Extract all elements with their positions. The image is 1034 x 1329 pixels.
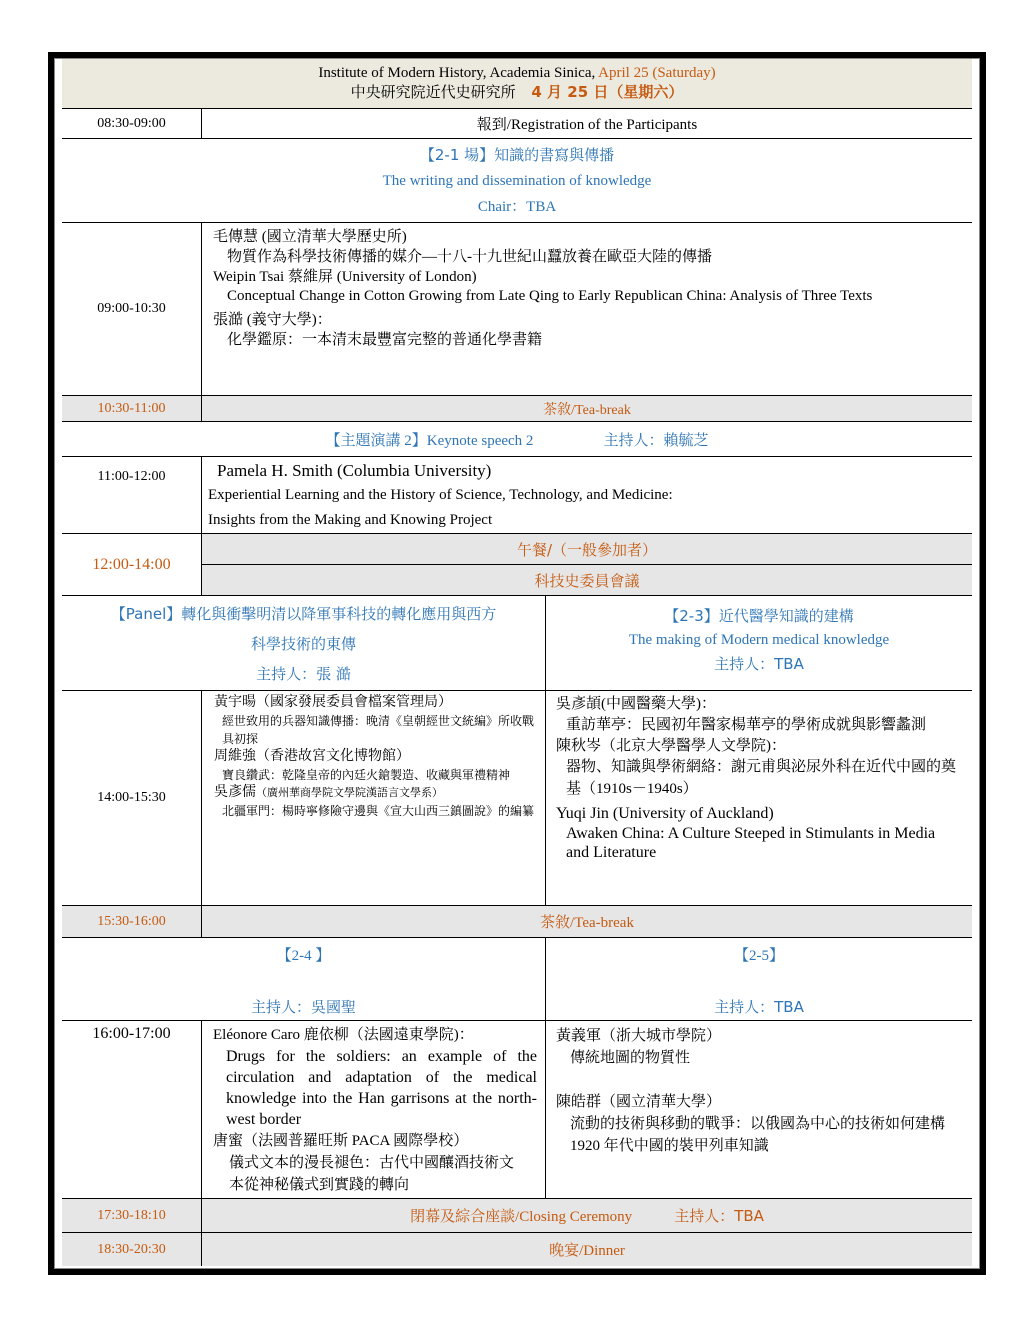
time-cell: 09:00-10:30 — [62, 223, 202, 395]
committee-meeting-label: 科技史委員會議 — [202, 565, 972, 595]
talk-list — [202, 223, 972, 395]
session-title-en: The writing and dissemination of knowledge — [382, 172, 652, 189]
session-chair: Chair：TBA — [477, 198, 557, 215]
closing-content — [202, 1199, 972, 1232]
talk-title: 化學鑑原：一本清末最豐富完整的普通化學書籍 — [227, 332, 543, 348]
keynote-speaker: Pamela H. Smith (Columbia University) — [217, 461, 492, 480]
talk-title: 儀式文本的漫長褪色：古代中國釀酒技術文本從神秘儀式到實踐的轉向 — [229, 1155, 515, 1193]
session-2-3-header — [545, 596, 972, 690]
dinner-label: 晚宴/Dinner — [549, 1243, 625, 1259]
session-2-1-header — [62, 139, 972, 223]
speaker: 黃宇暘（國家發展委員會檔案管理局） — [214, 695, 452, 710]
speaker: 陳皓群（國立清華大學） — [556, 1094, 722, 1110]
panel-title: 【Panel】轉化與衝擊明清以降軍事科技的轉化應用與西方 — [110, 605, 497, 623]
schedule-frame — [48, 52, 986, 1275]
time-cell: 18:30-20:30 — [62, 1233, 202, 1266]
talk-title: 流動的技術與移動的戰爭：以俄國為中心的技術如何建構 1920 年代中國的裝甲列車知識 — [570, 1116, 946, 1154]
time-cell: 12:00-14:00 — [62, 534, 202, 595]
talk-title: 經世致用的兵器知識傳播：晚清《皇朝經世文統編》所收戰具初探 — [222, 714, 535, 746]
time-cell: 14:00-15:30 — [62, 691, 202, 905]
speaker: 陳秋岑（北京大學醫學人文學院)： — [556, 738, 786, 754]
panel-title: 科學技術的東傳 — [250, 635, 356, 653]
speaker-affiliation: （廣州華商學院文學院漢語言文學系） — [256, 787, 443, 799]
date-en: April 25 (Saturday) — [598, 65, 716, 81]
session-2-3-talk-list — [545, 691, 972, 905]
closing-row — [62, 1199, 972, 1233]
session-chair: 主持人：TBA — [714, 655, 804, 673]
talk-title: 傳統地圖的物質性 — [570, 1050, 691, 1066]
keynote-header — [62, 422, 972, 457]
schedule-table — [54, 58, 980, 1269]
talk-title: 北疆軍門：楊時寧修險守邊與《宣大山西三鎮圖說》的編纂 — [222, 804, 535, 818]
speaker: 毛傳慧 (國立清華大學歷史所) — [213, 229, 407, 245]
speaker: 黃義軍（浙大城市學院） — [556, 1028, 722, 1044]
venue-zh: 中央研究院近代史研究所 — [350, 83, 516, 101]
speaker: 唐蜜（法國普羅旺斯 PACA 國際學校） — [213, 1133, 469, 1149]
day-header — [62, 59, 972, 109]
registration-label: 報到/Registration of the Participants — [476, 117, 698, 133]
talk-title: 物質作為科學技術傳播的媒介—十八-十九世紀山蠶放養在歐亞大陸的傳播 — [227, 249, 712, 265]
time-cell: 08:30-09:00 — [62, 109, 202, 138]
session-2-1-content — [62, 223, 972, 396]
session-title-zh: 【2-3】近代醫學知識的建構 — [664, 607, 854, 625]
lunch-label: 午餐/（一般參加者） — [202, 534, 972, 565]
panel-chair: 主持人：張 澔 — [256, 665, 351, 683]
session-title-en: The making of Modern medical knowledge — [628, 632, 890, 648]
parallel-session-content — [62, 1021, 972, 1199]
parallel-session-content — [62, 691, 972, 906]
registration-row — [62, 109, 972, 139]
keynote-content — [62, 457, 972, 534]
talk-title: Drugs for the soldiers: an example of the circulation and adaptation of the medical knowledge into the Han garrisons at the north-west border — [226, 1048, 537, 1128]
session-chair: 主持人：吳國聖 — [250, 998, 356, 1016]
date-zh: 4 月 25 日（星期六） — [531, 83, 684, 101]
panel-talk-list — [202, 691, 545, 905]
closing-label: 閉幕及綜合座談/Closing Ceremony — [410, 1209, 633, 1225]
tea-break-label: 茶敘/Tea-break — [543, 402, 631, 418]
parallel-session-header — [62, 596, 972, 691]
talk-title: Awaken China: A Culture Steeped in Stimulants in Media and Literature — [566, 825, 936, 861]
talk-title: 重訪華亭：民國初年醫家楊華亭的學術成就與影響蠡測 — [566, 717, 927, 733]
lunch-row — [62, 534, 972, 596]
session-title-zh: 【2-1 場】知識的書寫與傳播 — [419, 145, 615, 164]
speaker: Weipin Tsai 蔡維屏 (University of London) — [213, 269, 477, 285]
keynote-title: 【主題演講 2】Keynote speech 2 — [325, 432, 534, 449]
tea-break-row — [62, 396, 972, 422]
tea-break-label: 茶敘/Tea-break — [540, 915, 634, 931]
time-cell: 10:30-11:00 — [62, 396, 202, 421]
parallel-session-header — [62, 938, 972, 1021]
session-2-4-header — [62, 938, 545, 1020]
keynote-talk — [202, 457, 972, 533]
keynote-talk-title: Experiential Learning and the History of Science, Technology, and Medicine: — [208, 487, 673, 503]
keynote-chair: 主持人：賴毓芝 — [603, 430, 709, 449]
keynote-talk-title: Insights from the Making and Knowing Project — [208, 512, 493, 528]
speaker: 吳彥頡(中國醫藥大學)： — [556, 696, 716, 712]
speaker: 周維強（香港故宮文化博物館） — [214, 749, 410, 764]
talk-title: 寶良纘武：乾隆皇帝的內廷火鎗製造、收藏與軍禮精神 — [222, 768, 511, 782]
closing-chair: 主持人：TBA — [674, 1207, 764, 1225]
session-chair: 主持人：TBA — [714, 998, 804, 1016]
venue-en: Institute of Modern History, Academia Sinica, — [318, 65, 599, 81]
dinner-row — [62, 1233, 972, 1266]
session-2-5-header — [545, 938, 972, 1020]
talk-title: 器物、知識與學術網絡：謝元甫與泌尿外科在近代中國的奠基（1910s－1940s） — [566, 759, 957, 797]
session-2-5-talk-list — [545, 1021, 972, 1198]
time-cell: 15:30-16:00 — [62, 906, 202, 937]
tea-break-row — [62, 906, 972, 938]
speaker: Yuqi Jin (University of Auckland) — [556, 805, 774, 822]
panel-header — [62, 596, 545, 690]
speaker: 張澔 (義守大學)： — [213, 312, 332, 328]
time-cell: 17:30-18:10 — [62, 1199, 202, 1232]
speaker: Eléonore Caro 鹿依柳（法國遠東學院)： — [213, 1027, 474, 1043]
session-title: 【2-5】 — [734, 948, 784, 964]
talk-title: Conceptual Change in Cotton Growing from Late Qing to Early Republican China: Analysis of Three Texts — [227, 288, 873, 304]
time-cell: 11:00-12:00 — [62, 457, 202, 533]
session-2-4-talk-list — [202, 1021, 545, 1198]
time-cell: 16:00-17:00 — [62, 1021, 202, 1198]
speaker: 吳彥儒 — [214, 785, 256, 800]
session-title: 【2-4 】 — [276, 948, 331, 964]
